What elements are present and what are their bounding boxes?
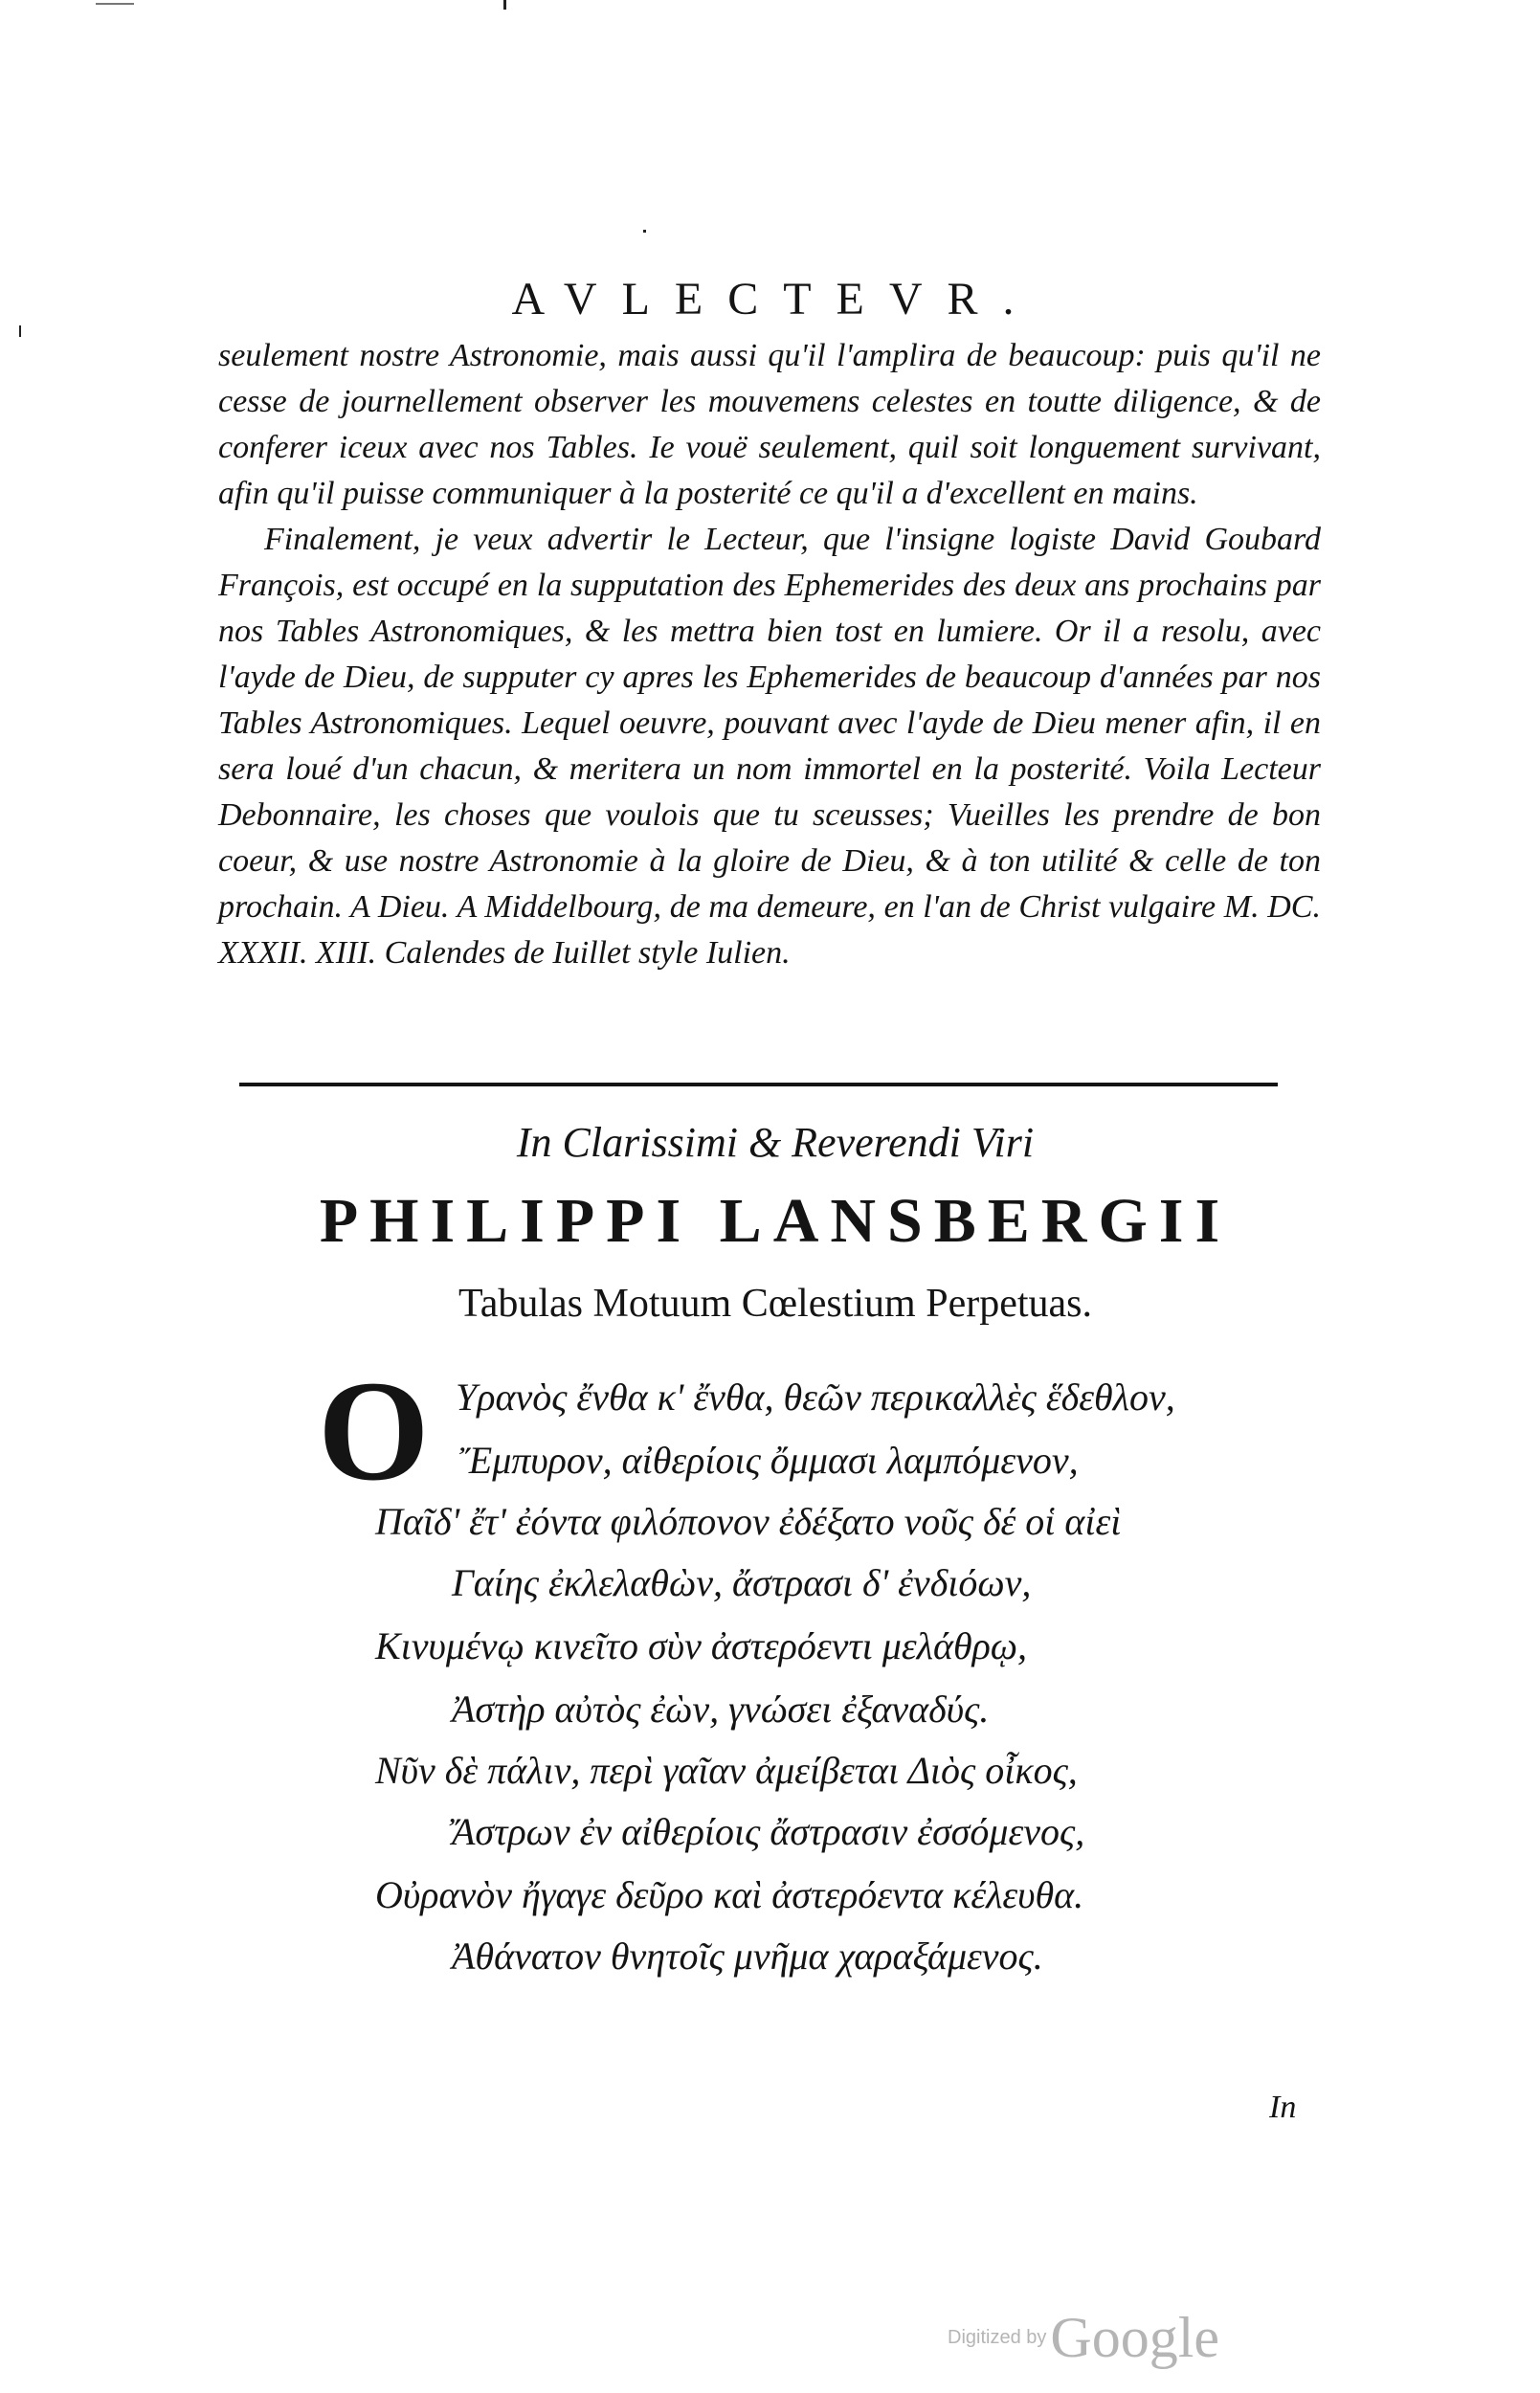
left-margin-mark <box>19 325 21 337</box>
catchword: In <box>1269 2090 1297 2125</box>
poem-line-8: Ἄστρων ἐν αἰθερίοις ἄστρασιν ἐσσόμενος, <box>452 1810 1085 1853</box>
poem-heading-subject: Tabulas Motuum Cœlestium Perpetuas. <box>458 1282 1092 1326</box>
watermark-prefix: Digitized by <box>948 2327 1047 2348</box>
page-header: AVLECTEVR. <box>511 274 1039 324</box>
poem-line-5: Κινυμένῳ κινεῖτο σὺν ἀστερόεντι μελάθρῳ, <box>375 1624 1028 1667</box>
top-left-rule-mark <box>96 3 134 5</box>
section-divider <box>239 1083 1278 1086</box>
top-edge-mark <box>503 0 506 10</box>
poem-line-10: Ἀθάνατον θνητοῖς μνῆμα χαραξάμενος. <box>452 1935 1043 1978</box>
margin-dot-mark <box>643 230 646 233</box>
poem-heading-dedication: In Clarissimi & Reverendi Viri <box>516 1119 1035 1166</box>
poem-line-4: Γαίης ἐκλελαθὼν, ἄστρασι δ' ἐνδιόων, <box>452 1561 1032 1604</box>
poem-line-6: Ἀστὴρ αὐτὸς ἐὼν, γνώσει ἐξαναδύς. <box>452 1688 990 1731</box>
prose-paragraph-1: seulement nostre Astronomie, mais aussi qu'il l'amplira de beaucoup: puis qu'il ne cesse de journellement observer les mouvemens celestes en toutte diligence, & de conferer iceux avec nos Tables. Ie vouë seulement, quil soit longuement survivant, afin qu'il puisse communiquer à la posterité ce qu'il a d'excellent en mains. <box>218 338 1321 511</box>
prose-paragraph-2: Finalement, je veux advertir le Lecteur, que l'insigne logiste David Goubard François, est occupé en la supputation des Ephemerides des deux ans prochains par nos Tables Astronomiques, & les mettra bien tost en lumiere. Or il a resolu, avec l'ayde de Dieu, de supputer cy apres les Ephemerides de beaucoup d'années par nos Tables Astronomiques. Lequel oeuvre, pouvant avec l'ayde de Dieu mener afin, il en sera loué d'un chacun, & meritera un nom immortel en la posterité. Voila Lecteur Debonnaire, les choses que voulois que tu sceusses; Vueilles les prendre de bon coeur, & use nostre Astronomie à la gloire de Dieu, & à ton utilité & celle de ton prochain. A Dieu. A Middelbourg, de ma demeure, en l'an de Christ vulgaire M. DC. XXXII. XIII. Calendes de Iuillet style Iulien. <box>218 522 1321 971</box>
drop-cap-initial: O <box>318 1352 430 1510</box>
poem-line-9: Οὐρανὸν ἤγαγε δεῦρο καὶ ἀστερόεντα κέλευθα. <box>375 1873 1084 1916</box>
poem-heading-name: PHILIPPI LANSBERGII <box>319 1186 1232 1256</box>
poem-line-3: Παῖδ' ἔτ' ἐόντα φιλόπονον ἐδέξατο νοῦς δέ οἱ αἰεὶ <box>375 1500 1122 1543</box>
prose-text <box>218 333 1321 976</box>
poem-line-1: Υρανὸς ἔνθα κ' ἔνθα, θεῶν περικαλλὲς ἕδεθλον, <box>456 1375 1175 1419</box>
digitized-watermark <box>948 2305 1219 2371</box>
google-logo: Google <box>1050 2306 1220 2369</box>
poem-line-7: Νῦν δὲ πάλιν, περὶ γαῖαν ἀμείβεται Διὸς οἶκος, <box>375 1749 1078 1792</box>
poem-line-2: Ἔμπυρον, αἰθερίοις ὄμμασι λαμπόμενον, <box>459 1439 1079 1482</box>
